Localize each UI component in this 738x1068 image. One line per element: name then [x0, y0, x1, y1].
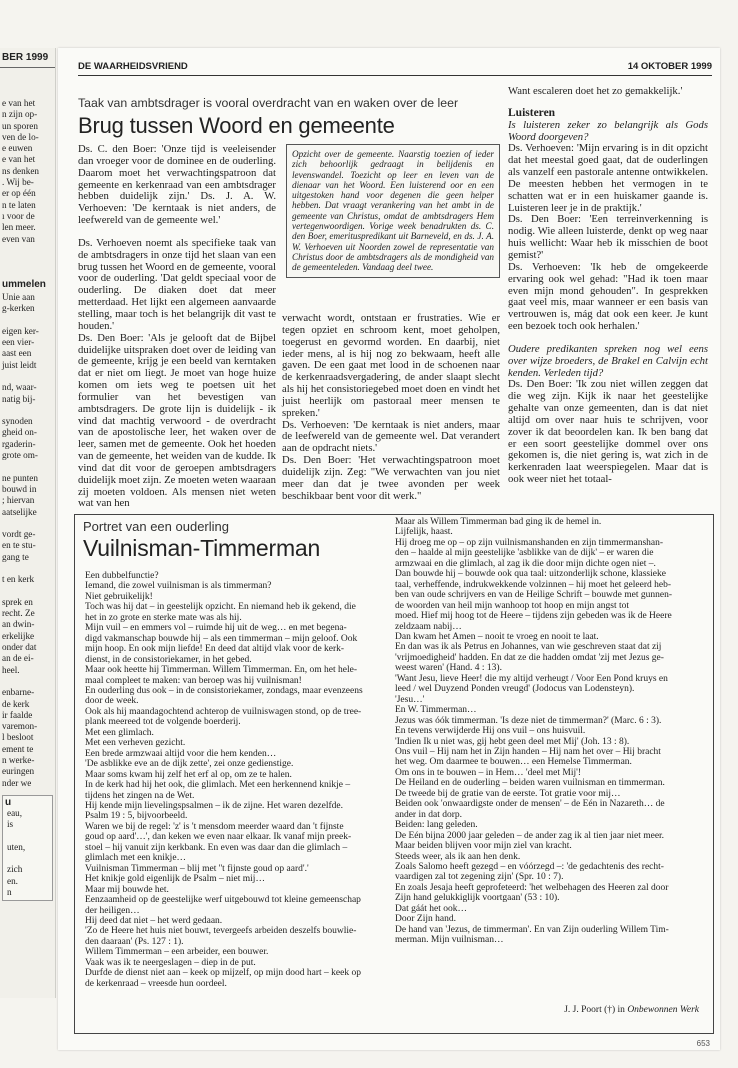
text-line: Willem Timmerman – een arbeider, een bouwer.: [85, 947, 269, 958]
text-line: Een brede armzwaai altijd voor die hem kenden…: [85, 748, 277, 759]
text-line: zeldzaam nabij…: [395, 621, 462, 632]
portrait-kicker: Portret van een ouderling: [83, 519, 229, 534]
text-line: Toch was hij dat – in geestelijk opzicht. En niemand heb ik gekend, die: [85, 602, 356, 613]
prev-page-header: BER 1999: [0, 48, 55, 68]
text-line: Hij deed dat niet – het werd gedaan.: [85, 915, 223, 926]
text-line: nd, waar-: [2, 382, 37, 393]
publication-name: DE WAARHEIDSVRIEND: [78, 61, 188, 72]
text-line: Maar beiden blijven voor mijn ziel van kracht.: [395, 841, 572, 852]
text-line: synoden: [2, 416, 33, 427]
text-line: aast een: [2, 348, 32, 359]
interview-question: Is luisteren zeker zo belangrijk als Gods Woord doorgeven?: [508, 118, 708, 143]
paragraph: Ds. Den Boer: 'Een terreinverkenning is nodig. Wie alleen luisterde, denkt op weg naar huis wellicht: Waar heb ik misschien de boot gemist?': [508, 213, 708, 261]
page-header: [78, 58, 712, 76]
paragraph: Ds. Den Boer: 'Ik zou niet willen zeggen dat die weg zijn. Kijk ik naar het geestelijke gehalte van onze gemeenten, dan is dat niet altijd om over naar huis te schrijven, voor zover ik dat beoordelen kan. Ik ben bang dat er een soort geestelijke dommel over ons gekomen is, die niet gering is, wat zich in de kerkenraden laat weerspiegelen. Maar dat is ook weer niet het totaal-: [508, 378, 708, 486]
text-line: heel.: [2, 664, 20, 675]
text-line: een vier-: [2, 337, 35, 348]
portrait-title: Vuilnisman-Timmerman: [83, 535, 321, 561]
credit-author: J. J. Poort (†) in: [564, 1005, 625, 1015]
prev-page-subhead: ummelen: [2, 278, 46, 290]
text-line: Met een glimlach.: [85, 727, 154, 738]
text-line: eau,: [7, 807, 23, 818]
text-line: Beiden ook 'onwaardigste onder de mensen' – de Eén in Nazareth… de: [395, 799, 665, 810]
text-line: ement te: [2, 743, 34, 754]
text-line: ns denken: [2, 165, 39, 176]
text-line: Door Zijn hand.: [395, 914, 456, 925]
text-line: 'Indien Ik u niet was, gij hebt geen deel met Mij' (Joh. 13 : 8).: [395, 736, 630, 747]
prev-page-text-mid: [0, 292, 55, 789]
text-line: ander in dat dorp.: [395, 809, 463, 820]
text-line: de woorden van heil mijn wanhoop tot hoop en mijn angst tot: [395, 600, 630, 611]
text-line: [0, 314, 55, 325]
text-line: Jezus was óók timmerman. 'Is deze niet de timmerman?' (Marc. 6 : 3).: [395, 715, 662, 726]
text-line: [0, 676, 55, 687]
text-line: n: [7, 887, 12, 897]
article-kicker: Taak van ambtsdrager is vooral overdracht van en waken over de leer: [78, 96, 459, 110]
text-line: den – haalde al mijn geestelijke 'asblikke van de dijk' – er waren die: [395, 548, 654, 559]
paragraph: Ds. Den Boer: 'Het verwachtingspatroon moet duidelijk zijn. Zeg: "We verwachten van jou niet meer dan dat je twee avonden per week beschikbaar bent voor dit werk.": [282, 454, 500, 502]
text-line: Steeds weer, als ik aan hen denk.: [395, 851, 521, 862]
text-line: 'De asblikke eve an de dijk zette', zei onze gedienstige.: [85, 759, 294, 770]
portrait-column-right: [395, 517, 707, 946]
text-line: nder we: [2, 777, 32, 788]
text-line: [0, 586, 55, 597]
text-line: Zoals Salomo heeft gezegd – en vóórzegd –: 'de gedachtenis des recht-: [395, 861, 664, 872]
text-line: In de kerk had hij het ook, die glimlach. Met een herkennend knikje –: [85, 780, 351, 791]
interview-question: Oudere predikanten spreken nog wel eens over wijze broeders, de Brakel en Calvijn echt kenden. Verleden tijd?: [508, 342, 708, 379]
text-line: de kerkenraad – vreesde hun oordeel.: [85, 978, 227, 989]
text-line: . Wij be-: [2, 177, 34, 188]
text-line: 'Jesu…': [395, 694, 425, 705]
portrait-column-left: [85, 571, 385, 989]
text-line: Dat gáát het ook…: [395, 903, 468, 914]
text-line: euringen: [2, 766, 35, 777]
text-line: maal compleet te maken: van beroep was hij vuilnisman!: [85, 675, 302, 686]
paragraph: Ds. Verhoeven: 'De kerntaak is niet anders, maar de leefwereld van de gemeente wel. Dat verandert aan de opdracht niets.': [282, 418, 500, 455]
text-line: [5, 831, 50, 842]
text-line: gheid on-: [2, 427, 37, 438]
text-line: Mijn vuil – en emmers vol – ruimde hij uit de weg… en met begena-: [85, 623, 347, 634]
text-line: merman. Mijn vuilnisman…: [395, 935, 504, 946]
portrait-box: [74, 514, 714, 1034]
text-line: recht. Ze: [2, 608, 35, 619]
text-line: 'Want Jesu, lieve Heer! die my altijd verheugt / Voor Een Pond kruys en: [395, 673, 668, 684]
text-line: n werke-: [2, 755, 35, 766]
prev-page-box: [2, 795, 53, 901]
text-line: ı voor de: [2, 210, 35, 221]
text-line: Met een verheven gezicht.: [85, 738, 186, 749]
text-line: der heiligen…: [85, 905, 140, 916]
text-line: mijn hoop. En ook mijn liefde! En deed dat altijd vlak voor de kerk-: [85, 644, 345, 655]
text-line: onder dat: [2, 642, 37, 653]
text-line: Vaak was ik te neergeslagen – diep in de put.: [85, 957, 256, 968]
text-line: Maar soms kwam hij zelf het erf al op, om ze te halen.: [85, 769, 292, 780]
text-line: erkelijke: [2, 630, 35, 641]
text-line: 'Zo de Heere het huis niet bouwt, tevergeefs arbeiden deszelfs bouwlie-: [85, 926, 357, 937]
prev-page-box-text: [5, 808, 50, 898]
text-line: En W. Timmerman…: [395, 705, 477, 716]
previous-page-sliver: [0, 48, 56, 998]
text-line: n te laten: [2, 199, 36, 210]
text-line: e van het: [2, 154, 36, 165]
text-line: n zijn op-: [2, 109, 38, 120]
text-line: door de week.: [85, 696, 139, 707]
text-line: [0, 371, 55, 382]
text-line: digd vakmanschap bouwde hij – als een timmerman – mijn geloof. Ook: [85, 633, 358, 644]
page-number: 653: [696, 1039, 710, 1048]
article-column-2: [282, 313, 500, 503]
text-line: en.: [7, 875, 18, 886]
text-line: Ook als hij maandagochtend achterop de vuilniswagen stond, op de tree-: [85, 706, 362, 717]
text-line: tijdens het zingen na de Wet.: [85, 790, 195, 801]
text-line: En tevens verwijderde Hij ons vuil – ons huisvuil.: [395, 726, 586, 737]
text-line: het weg. Om daarmee te bouwen… een Hemelse Timmerman.: [395, 757, 632, 768]
credit-source: Onbewonnen Werk: [627, 1005, 699, 1015]
text-line: armzwaai en die glimlach, al zag ik die door mijn dichte ogen niet –.: [395, 558, 656, 569]
text-line: Om ons in te bouwen – in Hem… 'deel met Mij'!: [395, 767, 582, 778]
text-line: Iemand, die zowel vuilnisman is als timmerman?: [85, 581, 272, 592]
text-line: Eenzaamheid op de geestelijke werf uitgebouwd tot kleine gemeenschap: [85, 895, 361, 906]
text-line: len meer.: [2, 222, 36, 233]
text-line: enbarne-: [2, 687, 35, 698]
text-line: Waren we bij de regel: 'z' is 't mensdom meerder waard dan 't fijnste: [85, 821, 344, 832]
text-line: bouwd in: [2, 483, 37, 494]
text-line: is: [7, 819, 14, 830]
text-line: [0, 563, 55, 574]
text-line: e euwen: [2, 143, 33, 154]
text-line: goud op aard'…', dan keken we even naar elkaar. Ik vanaf mijn preek-: [85, 832, 352, 843]
text-line: juist leidt: [2, 359, 37, 370]
text-line: Maar als Willem Timmerman bad ging ik de hemel in.: [395, 517, 602, 527]
text-line: Hij kende mijn lievelingspsalmen – ik de zijne. Het waren dezelfde.: [85, 800, 343, 811]
article-column-1: [78, 144, 276, 510]
paragraph: Ds. C. den Boer: 'Onze tijd is veeleisender dan vroeger voor de dominee en de ouderling. Daarom moet het verwachtingspatroon dat gemeente en kerkenraad van een ambtsdrager hebben duidelijk zijn.' Ds. J. A. W. Verhoeven: 'De kerntaak is niet anders, de leefwereld van de gemeente wel.': [78, 143, 276, 227]
text-line: glimlach met een knikje…: [85, 853, 187, 864]
text-line: Unie aan: [2, 291, 35, 302]
text-line: Een dubbelfunctie?: [85, 571, 159, 581]
paragraph: Ds. Den Boer: 'Als je gelooft dat de Bijbel duidelijke uitspraken doet over de leiding van de gemeente, krijg je een beeld van kerntaken dat er niet om liegt. Je moet van hoge huize komen om iets weg te poetsen uit het formulier van het bevestigen van ambtsdragers. De grote lijn is duidelijk - ik vind dat machtig verwoord - de overdracht van de apostolische leer, het waken over de leer, samen met de gemeente. Ook het hoeden van de gemeente, het weiden van de kudde. Ik vind dat dit voor de geroepen ambtsdragers duidelijk moet zijn. Ze moeten weten waaraan zij moeten voldoen. Als mensen niet weten wat van hen: [78, 331, 276, 510]
text-line: den daaraan' (Ps. 127 : 1).: [85, 936, 184, 947]
paragraph: Ds. Verhoeven noemt als specifieke taak van de ambtsdragers in onze tijd het slaan van een brug tussen het Woord en de gemeente, vooral voor de ouderling. 'Dat geldt speciaal voor de ouderling. De diaken doet dat meer metterdaad. Het lijkt een algemeen aanvaarde stelling, maar toch is het belangrijk dit vast te houden.': [78, 236, 276, 332]
text-line: Niet gebruikelijk!: [85, 591, 153, 602]
text-line: vaardigen zal tot zegening zijn' (Spr. 10 : 7).: [395, 872, 564, 883]
text-line: De hand van 'Jezus, de timmerman'. En van Zijn ouderling Willem Tim-: [395, 924, 669, 935]
text-line: [0, 518, 55, 529]
text-line: Psalm 19 : 5, bijvoorbeeld.: [85, 811, 188, 822]
text-line: En dan was ik als Petrus en Johannes, van wie geschreven staat dat zij: [395, 642, 662, 653]
text-line: [5, 853, 50, 864]
text-line: De Heiland en de ouderling – beiden waren vuilnisman en timmerman.: [395, 778, 665, 789]
text-line: ne punten: [2, 472, 38, 483]
text-line: l besloot: [2, 732, 34, 743]
text-line: De tweede bij de gratie van de eerste. Tot gratie voor mij…: [395, 788, 621, 799]
text-line: Lijfelijk, haast.: [395, 527, 453, 538]
text-line: ; hiervan: [2, 495, 35, 506]
article-intro-box: Opzicht over de gemeente. Naarstig toezien of ieder zich behoorlijk gedraagt in belijdenis en levenswandel. Toezicht op leer en leven van de dienaar van het Woord. Een luisterend oor en een uitgestoken hand voor degenen die geen helper hebben. Dat vraagt verankering van het ambt in de gemeente van Christus, omdat de ambtsdragers Hem vertegenwoordigen. Vorige week benadrukten ds. C. den Boer, emerituspredikant uit Barneveld, en ds. J. A. W. Verhoeven uit Noorden zowel de representatie van Christus door de ambtsdragers als de mondigheid van de gemeenteleden. Vandaag deel twee.: [286, 144, 500, 278]
text-line: grote om-: [2, 450, 38, 461]
text-line: [0, 405, 55, 416]
text-line: Zijn hand gelukkiglijk voortgaan' (53 : 10).: [395, 893, 560, 904]
text-line: leed / wel Duyzend Ponden vreugd' (Jodocus van Lodensteyn).: [395, 684, 635, 695]
text-line: Hij droeg me op – op zijn vuilnismanshanden en zijn timmermanshan-: [395, 537, 664, 548]
text-line: De Eén bijna 2000 jaar geleden – de ander zag ik al tien jaar niet meer.: [395, 830, 665, 841]
text-line: Dan bouwde hij – bouwde ook qua taal: uitzonderlijk schone, klassieke: [395, 569, 666, 580]
text-line: En ouderling dus ook – in de consistoriekamer, zondags, maar evenzeens: [85, 685, 363, 696]
subheading-luisteren: Luisteren: [508, 106, 556, 119]
text-line: Het knikje gold eigenlijk de Psalm – niet mij…: [85, 874, 265, 885]
text-line: Vuilnisman Timmerman – blij met ''t fijnste goud op aard'.': [85, 863, 309, 874]
text-line: zich: [7, 864, 23, 875]
text-line: rgaderin-: [2, 438, 36, 449]
text-line: an de ei-: [2, 653, 34, 664]
issue-date: 14 OKTOBER 1999: [627, 61, 712, 72]
text-line: gang te: [2, 551, 29, 562]
paragraph: verwacht wordt, ontstaan er frustraties. Wie er tegen opziet en schroom kent, moet geholpen, toegerust en gevormd worden. En daarbij, niet ieder mens, al is hij nog zo bekwaam, heeft alle gaven. De een gaat met lood in de schoenen naar de kerkenraadsvergadering, de ander slaapt slecht als hij het consistoriegebed moet doen en vindt het juist heerlijk om pastoraal meer mensen te spreken.': [282, 312, 500, 419]
text-line: Maar mij bouwde het.: [85, 884, 169, 895]
prev-page-text-top: [0, 98, 55, 245]
article-column-3: [508, 86, 708, 486]
text-line: varemon-: [2, 721, 38, 732]
text-line: Dan kwam het Amen – nooit te vroeg en nooit te laat.: [395, 631, 599, 642]
newspaper-page: [58, 48, 720, 1050]
text-line: stoel – hij vanuit zijn kerkbank. En even was daar dan die glimlach –: [85, 842, 348, 853]
text-line: moed. Hief mij hoog tot de Heere – tijdens zijn gebeden was ik de Heere: [395, 611, 672, 622]
text-line: e van het: [2, 98, 36, 108]
text-line: Beiden: lang geleden.: [395, 820, 478, 831]
text-line: ir faalde: [2, 709, 33, 720]
text-line: [0, 461, 55, 472]
prev-page-box-label: u: [5, 796, 12, 808]
text-line: uten,: [7, 841, 26, 852]
text-line: ben van oude schrijvers en van de Heilige Schrift – bouwde met gunnen-: [395, 590, 673, 601]
text-line: de kerk: [2, 698, 30, 709]
text-line: taal, verheffende, indrukwekkende volzinnen – hij moet het geleerd heb-: [395, 579, 672, 590]
article-headline: Brug tussen Woord en gemeente: [78, 113, 395, 138]
text-line: g-kerken: [2, 303, 35, 314]
text-line: aatselijke: [2, 506, 37, 517]
text-line: natig bij-: [2, 393, 36, 404]
text-line: Ons vuil – Hij nam het in Zijn handen – Hij nam het over – Hij bracht: [395, 746, 661, 757]
text-line: un sporen: [2, 120, 38, 131]
text-line: het in zo grote en sterke mate was als hij.: [85, 612, 242, 623]
text-line: an dwin-: [2, 619, 35, 630]
text-line: er op één: [2, 188, 36, 199]
paragraph: Want escaleren doet het zo gemakkelijk.': [508, 85, 683, 97]
text-line: Maar ook heette hij Timmerman. Willem Timmerman. En, om het hele-: [85, 665, 358, 676]
text-line: weest waren' (Hand. 4 : 13).: [395, 663, 502, 674]
paragraph: Ds. Verhoeven: 'Mijn ervaring is in dit opzicht dat het meestal goed gaat, dat de ouderlingen als vanzelf een pastorale antenne ontwikkelen. De meesten hebben het vermogen in te schatten wat er in een huiskamer gaande is. Luisteren leer je in de praktijk.': [508, 142, 708, 214]
text-line: 'vrijmoedigheid' hadden. En dat ze die hadden omdat 'zij met Jezus ge-: [395, 652, 664, 663]
text-line: ven de lo-: [2, 131, 39, 142]
text-line: Durfde de dienst niet aan – keek op mijzelf, op mijn dood hart – keek op: [85, 968, 361, 979]
text-line: t en kerk: [2, 574, 35, 585]
text-line: sprek en: [2, 596, 33, 607]
text-line: En zoals Jesaja heeft geprofeteerd: 'het welbehagen des Heeren zal door: [395, 882, 669, 893]
text-line: dienst, in de consistoriekamer, in het gebed.: [85, 654, 252, 665]
text-line: eigen ker-: [2, 325, 39, 336]
text-line: vordt ge-: [2, 529, 36, 540]
paragraph: Ds. Verhoeven: 'Ik heb de omgekeerde ervaring ook wel gehad: "Had ik toen maar even mijn mond gehouden". In gesprekken gaat veel mis, maar wanneer er een basis van vertrouwen is, mág dat ook een keer. Je kunt een bezoek toch ook herhalen.': [508, 260, 708, 333]
text-line: en te stu-: [2, 540, 36, 551]
text-line: plank meereed tot de volgende boerderij.: [85, 717, 241, 728]
portrait-credit: [564, 1005, 699, 1015]
text-line: even van: [2, 233, 35, 244]
